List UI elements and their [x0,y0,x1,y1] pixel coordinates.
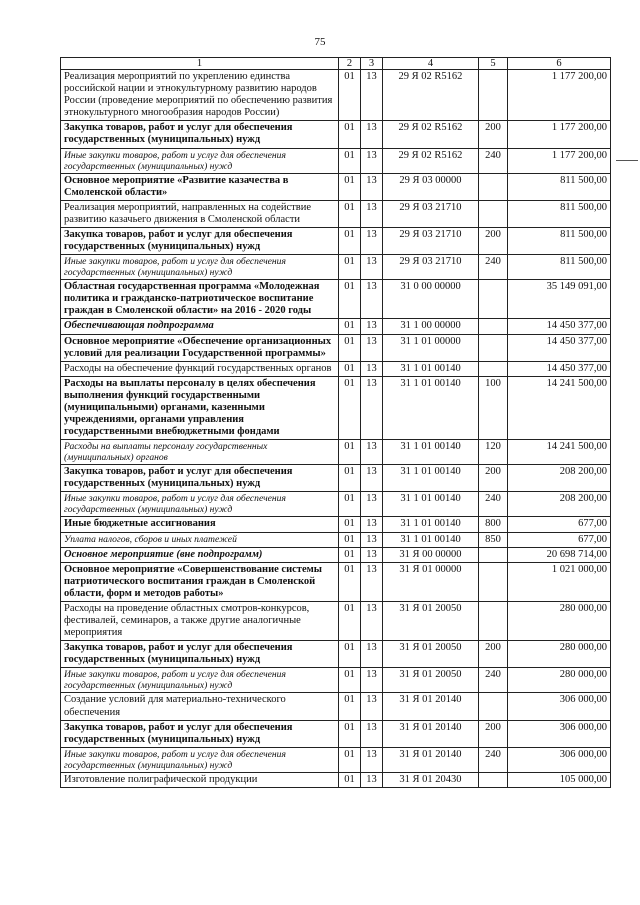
row-subsection: 13 [361,361,383,376]
row-target-article: 29 Я 03 21710 [383,200,479,227]
row-section: 01 [339,255,361,280]
row-amount: 811 500,00 [508,200,611,227]
row-target-article: 31 1 01 00140 [383,376,479,439]
table-row [61,440,611,465]
budget-table [60,57,611,788]
row-target-article: 31 Я 00 00000 [383,547,479,562]
row-name: Расходы на выплаты персоналу государственных (муниципальных) органов [61,440,339,465]
row-name: Реализация мероприятий по укреплению единства российской нации и этнокультурному развитию народов России (проведение мероприятий по обеспечению развития этнокультурного многообразия народов России) [61,70,339,121]
row-expense-type: 200 [479,121,508,148]
row-expense-type [479,70,508,121]
page-number: 75 [314,36,326,48]
row-name: Расходы на выплаты персоналу в целях обеспечения выполнения функций государственными (муниципальными) органами, казенными учреждениями, органами управления государственными внебюджетными фондами [61,376,339,439]
row-expense-type: 200 [479,641,508,668]
table-row [61,70,611,121]
row-subsection: 13 [361,772,383,787]
table-row [61,148,611,173]
row-subsection: 13 [361,720,383,747]
row-name: Областная государственная программа «Молодежная политика и гражданско-патриотическое воспитание граждан в Смоленской области» на 2016 - 2020 годы [61,280,339,319]
row-name: Закупка товаров, работ и услуг для обеспечения государственных (муниципальных) нужд [61,227,339,254]
scan-artifact-line [616,160,638,161]
row-subsection: 13 [361,121,383,148]
row-expense-type [479,361,508,376]
row-target-article: 29 Я 02 R5162 [383,70,479,121]
row-subsection: 13 [361,693,383,720]
row-section: 01 [339,440,361,465]
row-name: Расходы на обеспечение функций государственных органов [61,361,339,376]
row-subsection: 13 [361,747,383,772]
row-target-article: 31 Я 01 20050 [383,641,479,668]
row-amount: 280 000,00 [508,602,611,641]
table-row [61,121,611,148]
row-expense-type: 800 [479,517,508,532]
row-subsection: 13 [361,255,383,280]
table-row [61,334,611,361]
row-subsection: 13 [361,532,383,547]
row-section: 01 [339,720,361,747]
col-header-6: 6 [508,58,611,70]
table-row [61,280,611,319]
row-section: 01 [339,148,361,173]
row-expense-type: 240 [479,492,508,517]
row-section: 01 [339,200,361,227]
row-section: 01 [339,173,361,200]
row-target-article: 31 Я 01 20050 [383,602,479,641]
row-target-article: 31 Я 01 20140 [383,693,479,720]
row-amount: 306 000,00 [508,693,611,720]
row-section: 01 [339,70,361,121]
row-section: 01 [339,465,361,492]
row-subsection: 13 [361,200,383,227]
row-name: Иные закупки товаров, работ и услуг для обеспечения государственных (муниципальных) нужд [61,747,339,772]
row-section: 01 [339,492,361,517]
row-amount: 105 000,00 [508,772,611,787]
table-row [61,747,611,772]
row-subsection: 13 [361,465,383,492]
row-target-article: 31 Я 01 20140 [383,720,479,747]
row-target-article: 31 Я 01 20050 [383,668,479,693]
row-amount: 280 000,00 [508,641,611,668]
row-expense-type: 240 [479,255,508,280]
row-target-article: 29 Я 03 00000 [383,173,479,200]
row-name: Иные бюджетные ассигнования [61,517,339,532]
table-row [61,319,611,334]
table-row [61,668,611,693]
row-amount: 306 000,00 [508,720,611,747]
row-target-article: 29 Я 02 R5162 [383,148,479,173]
row-amount: 1 177 200,00 [508,121,611,148]
row-subsection: 13 [361,227,383,254]
row-section: 01 [339,562,361,601]
row-target-article: 31 1 00 00000 [383,319,479,334]
row-section: 01 [339,772,361,787]
row-target-article: 31 1 01 00140 [383,517,479,532]
row-subsection: 13 [361,517,383,532]
row-target-article: 29 Я 03 21710 [383,255,479,280]
row-name: Основное мероприятие «Развитие казачества в Смоленской области» [61,173,339,200]
row-subsection: 13 [361,376,383,439]
row-target-article: 29 Я 03 21710 [383,227,479,254]
row-amount: 306 000,00 [508,747,611,772]
row-subsection: 13 [361,547,383,562]
row-target-article: 31 Я 01 20430 [383,772,479,787]
row-target-article: 31 0 00 00000 [383,280,479,319]
row-target-article: 31 1 01 00140 [383,492,479,517]
col-header-5: 5 [479,58,508,70]
row-name: Закупка товаров, работ и услуг для обеспечения государственных (муниципальных) нужд [61,641,339,668]
col-header-4: 4 [383,58,479,70]
row-section: 01 [339,668,361,693]
row-name: Уплата налогов, сборов и иных платежей [61,532,339,547]
row-section: 01 [339,319,361,334]
row-subsection: 13 [361,319,383,334]
row-subsection: 13 [361,148,383,173]
row-target-article: 31 1 01 00140 [383,361,479,376]
row-amount: 14 241 500,00 [508,376,611,439]
row-section: 01 [339,547,361,562]
table-row [61,492,611,517]
table-row [61,173,611,200]
row-subsection: 13 [361,602,383,641]
row-expense-type [479,319,508,334]
row-expense-type [479,547,508,562]
row-target-article: 31 Я 01 00000 [383,562,479,601]
table-body [61,70,611,788]
row-section: 01 [339,693,361,720]
row-target-article: 29 Я 02 R5162 [383,121,479,148]
table-row [61,255,611,280]
row-target-article: 31 1 01 00140 [383,440,479,465]
row-amount: 1 021 000,00 [508,562,611,601]
table-row [61,532,611,547]
row-name: Основное мероприятие «Обеспечение организационных условий для реализации Государственной программы» [61,334,339,361]
table-row [61,602,611,641]
table-row [61,772,611,787]
row-expense-type [479,173,508,200]
row-expense-type [479,334,508,361]
row-amount: 677,00 [508,517,611,532]
row-amount: 20 698 714,00 [508,547,611,562]
row-expense-type [479,602,508,641]
row-expense-type: 240 [479,148,508,173]
row-section: 01 [339,361,361,376]
row-amount: 14 450 377,00 [508,334,611,361]
row-section: 01 [339,280,361,319]
row-amount: 811 500,00 [508,227,611,254]
row-amount: 1 177 200,00 [508,148,611,173]
row-name: Реализация мероприятий, направленных на содействие развитию казачьего движения в Смоленской области [61,200,339,227]
row-expense-type: 240 [479,668,508,693]
table-row [61,641,611,668]
row-subsection: 13 [361,173,383,200]
row-section: 01 [339,747,361,772]
row-expense-type: 200 [479,227,508,254]
row-amount: 677,00 [508,532,611,547]
row-subsection: 13 [361,334,383,361]
row-name: Изготовление полиграфической продукции [61,772,339,787]
row-section: 01 [339,121,361,148]
row-expense-type: 850 [479,532,508,547]
row-section: 01 [339,641,361,668]
row-name: Иные закупки товаров, работ и услуг для обеспечения государственных (муниципальных) нужд [61,255,339,280]
row-section: 01 [339,227,361,254]
table-row [61,361,611,376]
row-expense-type: 200 [479,465,508,492]
table-row [61,465,611,492]
row-expense-type [479,200,508,227]
row-name: Создание условий для материально-технического обеспечения [61,693,339,720]
header-row [61,58,611,70]
row-amount: 14 450 377,00 [508,361,611,376]
row-name: Иные закупки товаров, работ и услуг для обеспечения государственных (муниципальных) нужд [61,148,339,173]
row-expense-type [479,562,508,601]
row-amount: 1 177 200,00 [508,70,611,121]
col-header-3: 3 [361,58,383,70]
row-amount: 811 500,00 [508,255,611,280]
row-amount: 14 450 377,00 [508,319,611,334]
row-expense-type [479,693,508,720]
table-row [61,517,611,532]
row-subsection: 13 [361,492,383,517]
row-name: Иные закупки товаров, работ и услуг для обеспечения государственных (муниципальных) нужд [61,492,339,517]
col-header-1: 1 [61,58,339,70]
row-target-article: 31 Я 01 20140 [383,747,479,772]
row-amount: 811 500,00 [508,173,611,200]
row-subsection: 13 [361,562,383,601]
table-row [61,200,611,227]
row-target-article: 31 1 01 00000 [383,334,479,361]
row-section: 01 [339,334,361,361]
row-amount: 280 000,00 [508,668,611,693]
col-header-2: 2 [339,58,361,70]
table-row [61,562,611,601]
row-subsection: 13 [361,280,383,319]
row-expense-type: 100 [479,376,508,439]
row-name: Основное мероприятие (вне подпрограмм) [61,547,339,562]
row-name: Обеспечивающая подпрограмма [61,319,339,334]
row-name: Иные закупки товаров, работ и услуг для обеспечения государственных (муниципальных) нужд [61,668,339,693]
row-expense-type: 120 [479,440,508,465]
row-expense-type [479,280,508,319]
row-amount: 14 241 500,00 [508,440,611,465]
row-target-article: 31 1 01 00140 [383,465,479,492]
row-name: Закупка товаров, работ и услуг для обеспечения государственных (муниципальных) нужд [61,720,339,747]
row-subsection: 13 [361,641,383,668]
row-subsection: 13 [361,668,383,693]
row-section: 01 [339,517,361,532]
row-expense-type: 240 [479,747,508,772]
table-row [61,227,611,254]
row-subsection: 13 [361,440,383,465]
row-target-article: 31 1 01 00140 [383,532,479,547]
row-expense-type: 200 [479,720,508,747]
row-name: Закупка товаров, работ и услуг для обеспечения государственных (муниципальных) нужд [61,121,339,148]
row-amount: 35 149 091,00 [508,280,611,319]
row-amount: 208 200,00 [508,465,611,492]
table-row [61,693,611,720]
table-row [61,547,611,562]
row-subsection: 13 [361,70,383,121]
row-expense-type [479,772,508,787]
row-section: 01 [339,376,361,439]
row-section: 01 [339,532,361,547]
row-name: Основное мероприятие «Совершенствование системы патриотического воспитания граждан в Смоленской области, форм и методов работы» [61,562,339,601]
row-amount: 208 200,00 [508,492,611,517]
row-name: Расходы на проведение областных смотров-конкурсов, фестивалей, семинаров, а также другие аналогичные мероприятия [61,602,339,641]
row-section: 01 [339,602,361,641]
table-row [61,720,611,747]
table-row [61,376,611,439]
row-name: Закупка товаров, работ и услуг для обеспечения государственных (муниципальных) нужд [61,465,339,492]
